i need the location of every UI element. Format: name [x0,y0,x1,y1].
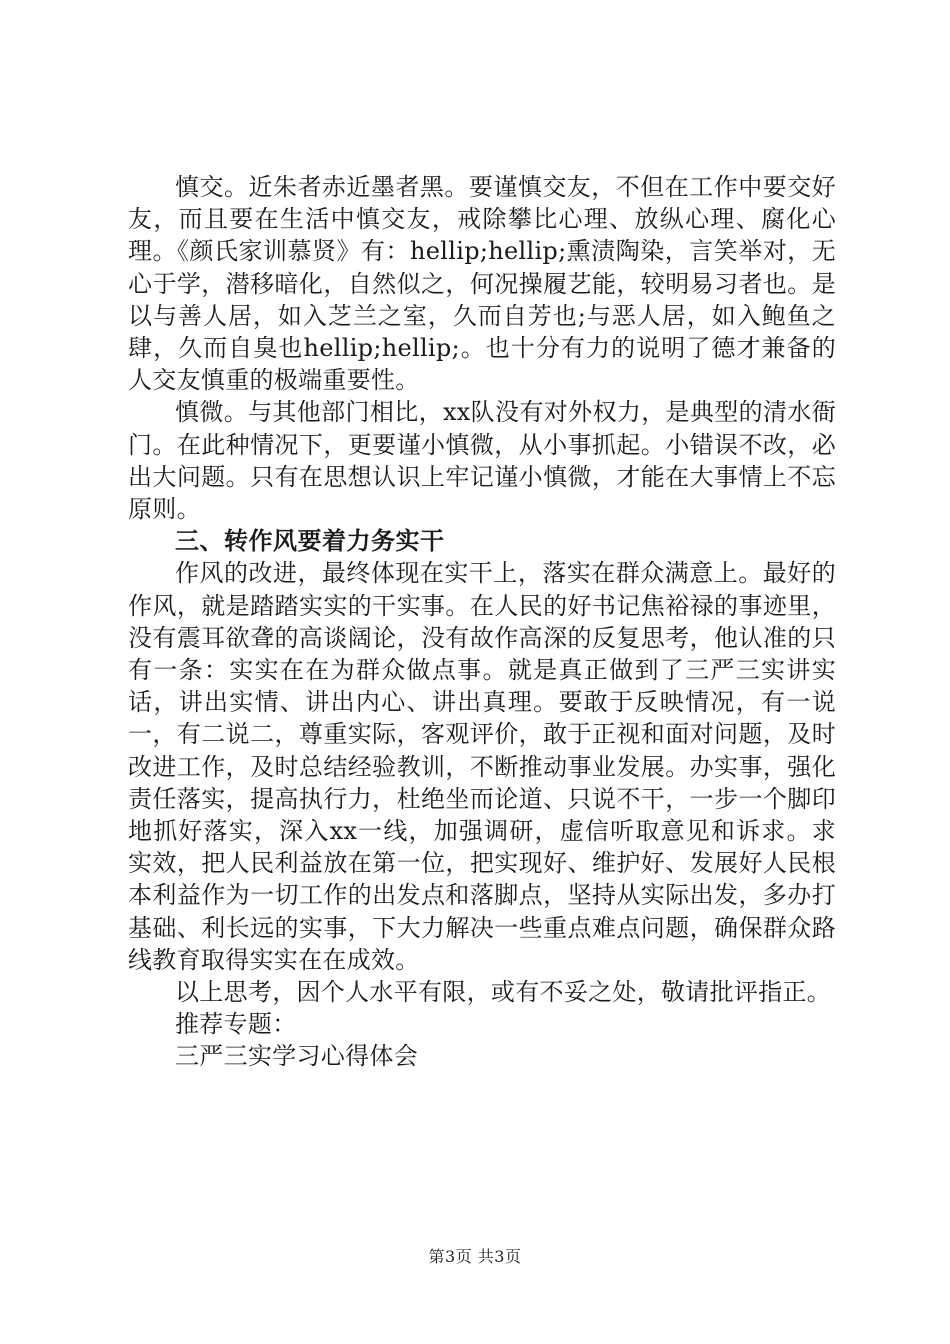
paragraph-cautious-details: 慎微。与其他部门相比，xx队没有对外权力，是典型的清水衙门。在此种情况下，更要谨小慎微，从小事抓起。小错误不改，必出大问题。只有在思想认识上牢记谨小慎微，才能在大事情上不忘原则。 [128,398,836,524]
paragraph-cautious-friendship: 慎交。近朱者赤近墨者黑。要谨慎交友，不但在工作中要交好友，而且要在生活中慎交友，戒除攀比心理、放纵心理、腐化心理。《颜氏家训慕贤》有：hellip;hellip;熏渍陶染，言笑举对，无心于学，潜移暗化，自然似之，何况操履艺能，较明易习者也。是以与善人居，如入芝兰之室，久而自芳也;与恶人居，如入鲍鱼之肆，久而自臭也hellip;hellip;。也十分有力的说明了德才兼备的人交友慎重的极端重要性。 [128,173,836,395]
document-body [128,171,836,1073]
paragraph-closing-remark: 以上思考，因个人水平有限，或有不妥之处，敬请批评指正。 [175,978,832,1007]
page-number-footer: 第3页 共3页 [428,1247,522,1266]
paragraph-practical-work: 作风的改进，最终体现在实干上，落实在群众满意上。最好的作风，就是踏踏实实的干实事。在人民的好书记焦裕禄的事迹里，没有震耳欲聋的高谈阔论，没有故作高深的反复思考，他认准的只有一条：实实在在为群众做点事。就是真正做到了三严三实讲实话，讲出实情、讲出内心、讲出真理。要敢于反映情况，有一说一，有二说二，尊重实际，客观评价，敢于正视和面对问题，及时改进工作，及时总结经验教训，不断推动事业发展。办实事，强化责任落实，提高执行力，杜绝坐而论道、只说不干，一步一个脚印地抓好落实，深入xx一线，加强调研，虚信听取意见和诉求。求实效，把人民利益放在第一位，把实现好、维护好、发展好人民根本利益作为一切工作的出发点和落脚点，坚持从实际出发，多办打基础、利长远的实事，下大力解决一些重点难点问题，确保群众路线教育取得实实在在成效。 [128,559,836,974]
recommended-topic-link[interactable]: 三严三实学习心得体会 [175,1042,418,1071]
recommended-topic-label: 推荐专题： [175,1010,297,1039]
section-heading: 三、转作风要着力务实干 [175,527,445,556]
